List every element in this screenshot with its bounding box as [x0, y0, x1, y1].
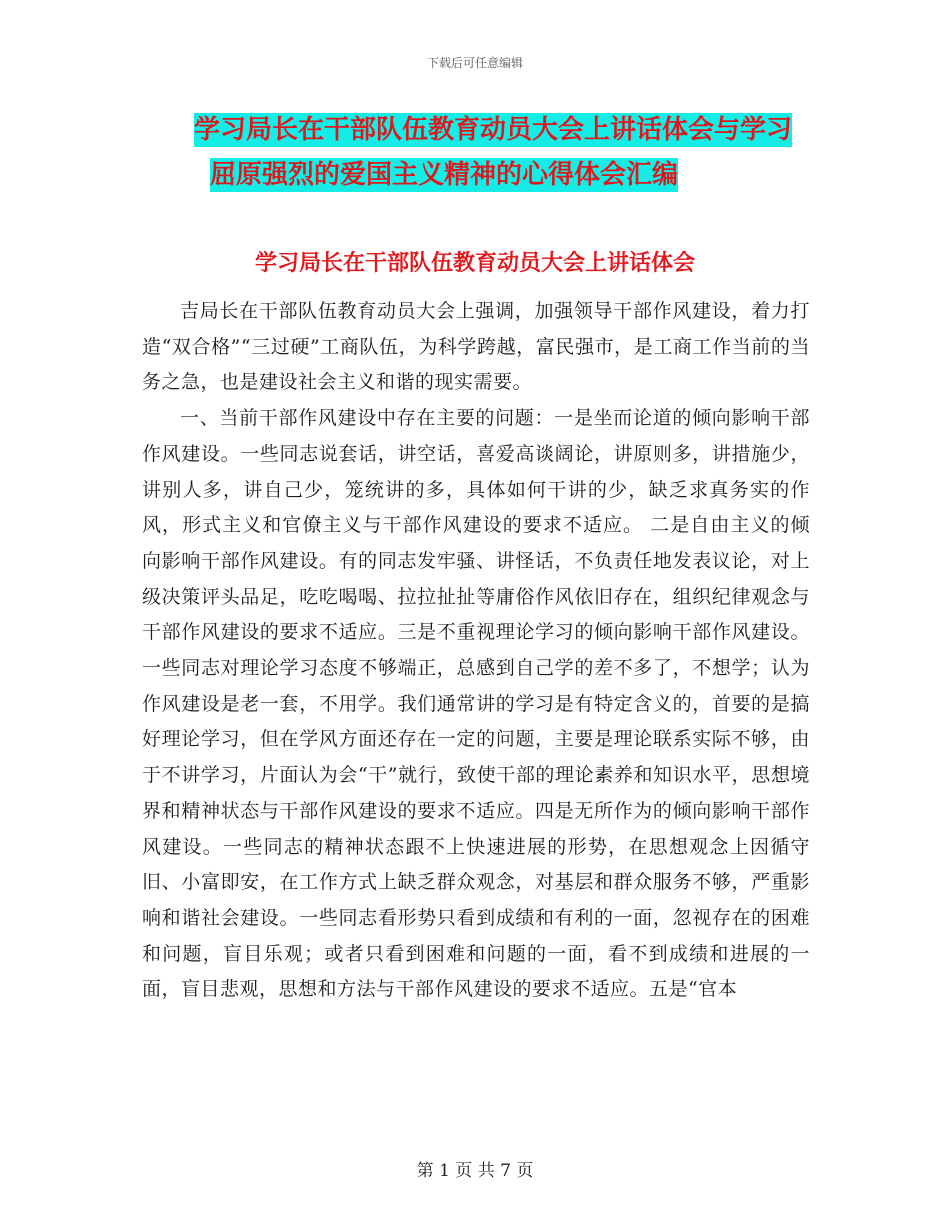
title-line-1-text: 学习局长在干部队伍教育动员大会上讲话体会与学习 — [194, 115, 793, 145]
document-title-line-1 — [150, 108, 840, 153]
document-title — [150, 108, 840, 198]
header-note: 下载后可任意编辑 — [426, 56, 523, 70]
body-text — [142, 294, 810, 1008]
section-title: 学习局长在干部队伍教育动员大会上讲话体会 — [254, 251, 695, 276]
page-number: 第 1 页 共 7 页 — [416, 1161, 534, 1181]
paragraph: 一、当前干部作风建设中存在主要的问题：一是坐而论道的倾向影响干部作风建设。一些同志说套话，讲空话，喜爱高谈阔论，讲原则多，讲措施少，讲别人多，讲自己少，笼统讲的多，具体如何干讲的少，缺乏求真务实的作风，形式主义和官僚主义与干部作风建设的要求不适应。 二是自由主义的倾向影响干部作风建设。有的同志发牢骚、讲怪话，不负责任地发表议论，对上级决策评头品足，吃吃喝喝、拉拉扯扯等庸俗作风依旧存在，组织纪律观念与干部作风建设的要求不适应。三是不重视理论学习的倾向影响干部作风建设。一些同志对理论学习态度不够端正，总感到自己学的差不多了，不想学；认为作风建设是老一套，不用学。我们通常讲的学习是有特定含义的，首要的是搞好理论学习，但在学风方面还存在一定的问题，主要是理论联系实际不够，由于不讲学习，片面认为会“干”就行，致使干部的理论素养和知识水平，思想境界和精神状态与干部作风建设的要求不适应。四是无所作为的倾向影响干部作风建设。一些同志的精神状态跟不上快速进展的形势，在思想观念上因循守旧、小富即安，在工作方式上缺乏群众观念，对基层和群众服务不够，严重影响和谐社会建设。一些同志看形势只看到成绩和有利的一面，忽视存在的困难和问题，盲目乐观；或者只看到困难和问题的一面，看不到成绩和进展的一面，盲目悲观，思想和方法与干部作风建设的要求不适应。五是“官本 — [142, 407, 810, 1001]
paragraph: 吉局长在干部队伍教育动员大会上强调，加强领导干部作风建设，着力打造“双合格”“三过硬”工商队伍，为科学跨越，富民强市，是工商工作当前的当务之急，也是建设社会主义和谐的现实需要。 — [142, 300, 810, 394]
document-title-line-2 — [150, 153, 840, 198]
title-line-2-text: 屈原强烈的爱国主义精神的心得体会汇编 — [210, 160, 679, 190]
